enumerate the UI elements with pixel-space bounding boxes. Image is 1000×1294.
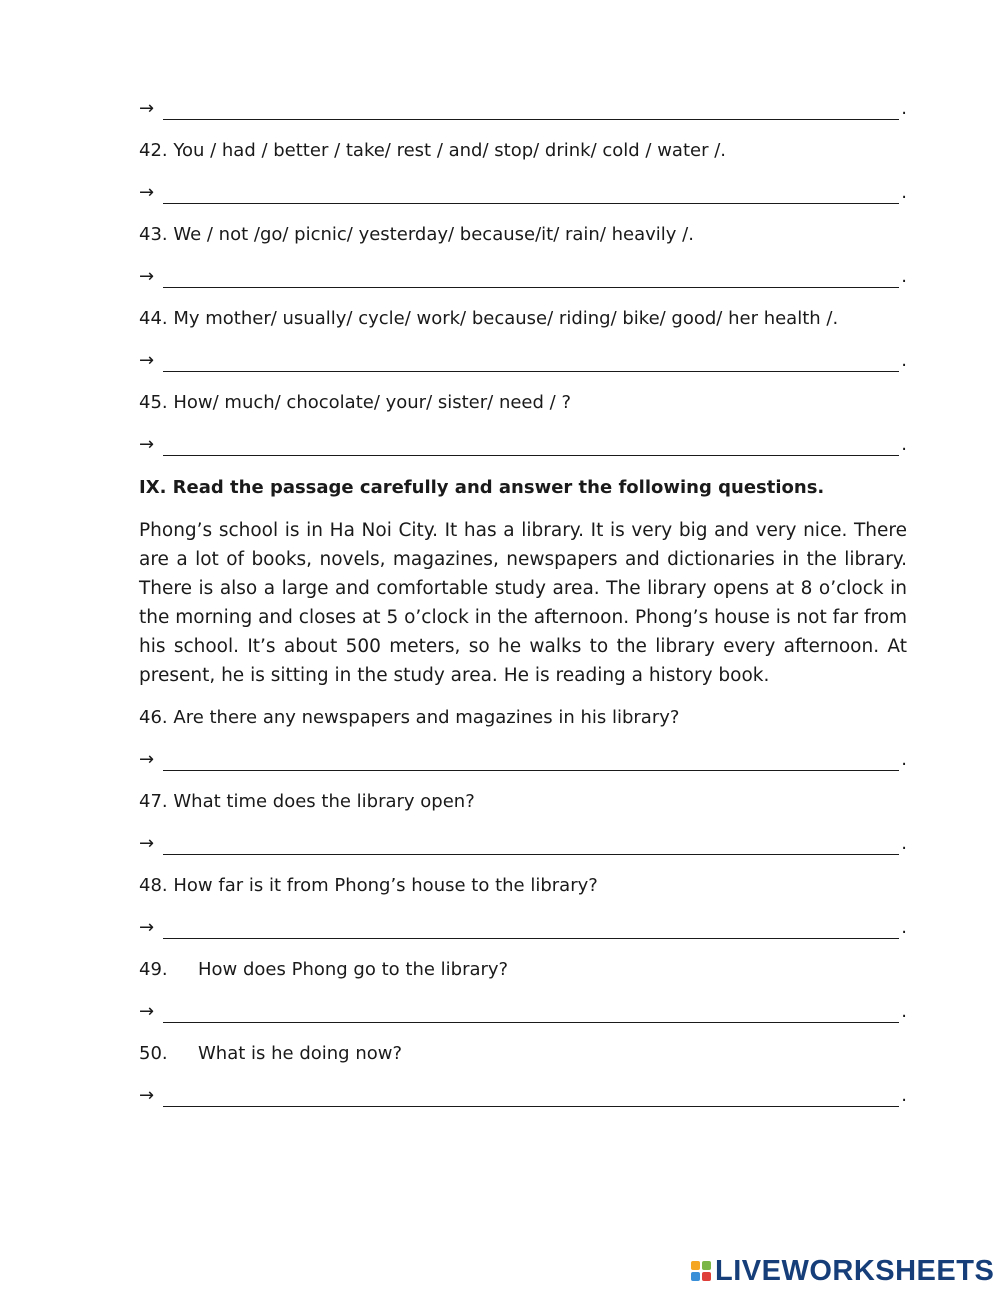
question-47	[139, 790, 475, 814]
answer-line-41	[139, 97, 907, 121]
answer-line-47	[139, 832, 907, 856]
line-end-period: .	[901, 917, 907, 938]
line-end-period: .	[901, 1085, 907, 1106]
arrow-icon: →	[139, 1085, 155, 1106]
question-46	[139, 706, 679, 730]
answer-input-44[interactable]	[163, 353, 899, 372]
question-number: 48.	[139, 875, 168, 896]
question-text: How far is it from Phong’s house to the library?	[173, 875, 598, 896]
answer-input-50[interactable]	[163, 1088, 899, 1107]
question-text: How does Phong go to the library?	[198, 959, 509, 980]
question-45: 45. How/ much/ chocolate/ your/ sister/ need / ?	[139, 392, 571, 413]
question-number: 49.	[139, 959, 168, 980]
logo-square-icon	[691, 1261, 700, 1270]
arrow-icon: →	[139, 1001, 155, 1022]
answer-input-46[interactable]	[163, 752, 899, 771]
question-50	[139, 1042, 402, 1066]
answer-line-42	[139, 181, 907, 205]
line-end-period: .	[901, 833, 907, 854]
liveworksheets-logo-icon	[691, 1261, 711, 1281]
section-ix-heading: IX. Read the passage carefully and answer the following questions.	[139, 477, 825, 498]
arrow-icon: →	[139, 917, 155, 938]
line-end-period: .	[901, 350, 907, 371]
question-number: 50.	[139, 1043, 168, 1064]
answer-line-48	[139, 916, 907, 940]
answer-input-49[interactable]	[163, 1004, 899, 1023]
question-49	[139, 958, 508, 982]
answer-input-48[interactable]	[163, 920, 899, 939]
line-end-period: .	[901, 434, 907, 455]
line-end-period: .	[901, 749, 907, 770]
answer-input-43[interactable]	[163, 269, 899, 288]
answer-line-46	[139, 748, 907, 772]
logo-square-icon	[691, 1272, 700, 1281]
arrow-icon: →	[139, 98, 155, 119]
arrow-icon: →	[139, 434, 155, 455]
arrow-icon: →	[139, 833, 155, 854]
question-number: 46.	[139, 707, 168, 728]
question-43: 43. We / not /go/ picnic/ yesterday/ because/it/ rain/ heavily /.	[139, 224, 694, 245]
line-end-period: .	[901, 182, 907, 203]
arrow-icon: →	[139, 182, 155, 203]
liveworksheets-wordmark: LIVEWORKSHEETS	[715, 1254, 995, 1287]
arrow-icon: →	[139, 749, 155, 770]
arrow-icon: →	[139, 266, 155, 287]
answer-line-44	[139, 349, 907, 373]
answer-line-50	[139, 1084, 907, 1108]
logo-square-icon	[702, 1261, 711, 1270]
answer-input-45[interactable]	[163, 437, 899, 456]
question-48	[139, 874, 598, 898]
logo-square-icon	[702, 1272, 711, 1281]
answer-input-42[interactable]	[163, 185, 899, 204]
liveworksheets-logo	[691, 1256, 994, 1286]
answer-line-45	[139, 433, 907, 457]
answer-input-47[interactable]	[163, 836, 899, 855]
line-end-period: .	[901, 266, 907, 287]
reading-passage: Phong’s school is in Ha Noi City. It has a library. It is very big and very nice. There are a lot of books, novels, magazines, newspapers and dictionaries in the library. There is also a large and comfortable study area. The library opens at 8 o’clock in the morning and closes at 5 o’clock in the afternoon. Phong’s house is not far from his school. It’s about 500 meters, so he walks to the library every afternoon. At present, he is sitting in the study area. He is reading a history book.	[139, 520, 907, 686]
answer-input-41[interactable]	[163, 101, 899, 120]
line-end-period: .	[901, 98, 907, 119]
arrow-icon: →	[139, 350, 155, 371]
question-text: What is he doing now?	[198, 1043, 403, 1064]
answer-line-43	[139, 265, 907, 289]
question-text: Are there any newspapers and magazines in his library?	[173, 707, 680, 728]
question-number: 47.	[139, 791, 168, 812]
answer-line-49	[139, 1000, 907, 1024]
question-42: 42. You / had / better / take/ rest / and/ stop/ drink/ cold / water /.	[139, 140, 726, 161]
question-text: What time does the library open?	[173, 791, 475, 812]
question-44: 44. My mother/ usually/ cycle/ work/ because/ riding/ bike/ good/ her health /.	[139, 308, 839, 329]
line-end-period: .	[901, 1001, 907, 1022]
